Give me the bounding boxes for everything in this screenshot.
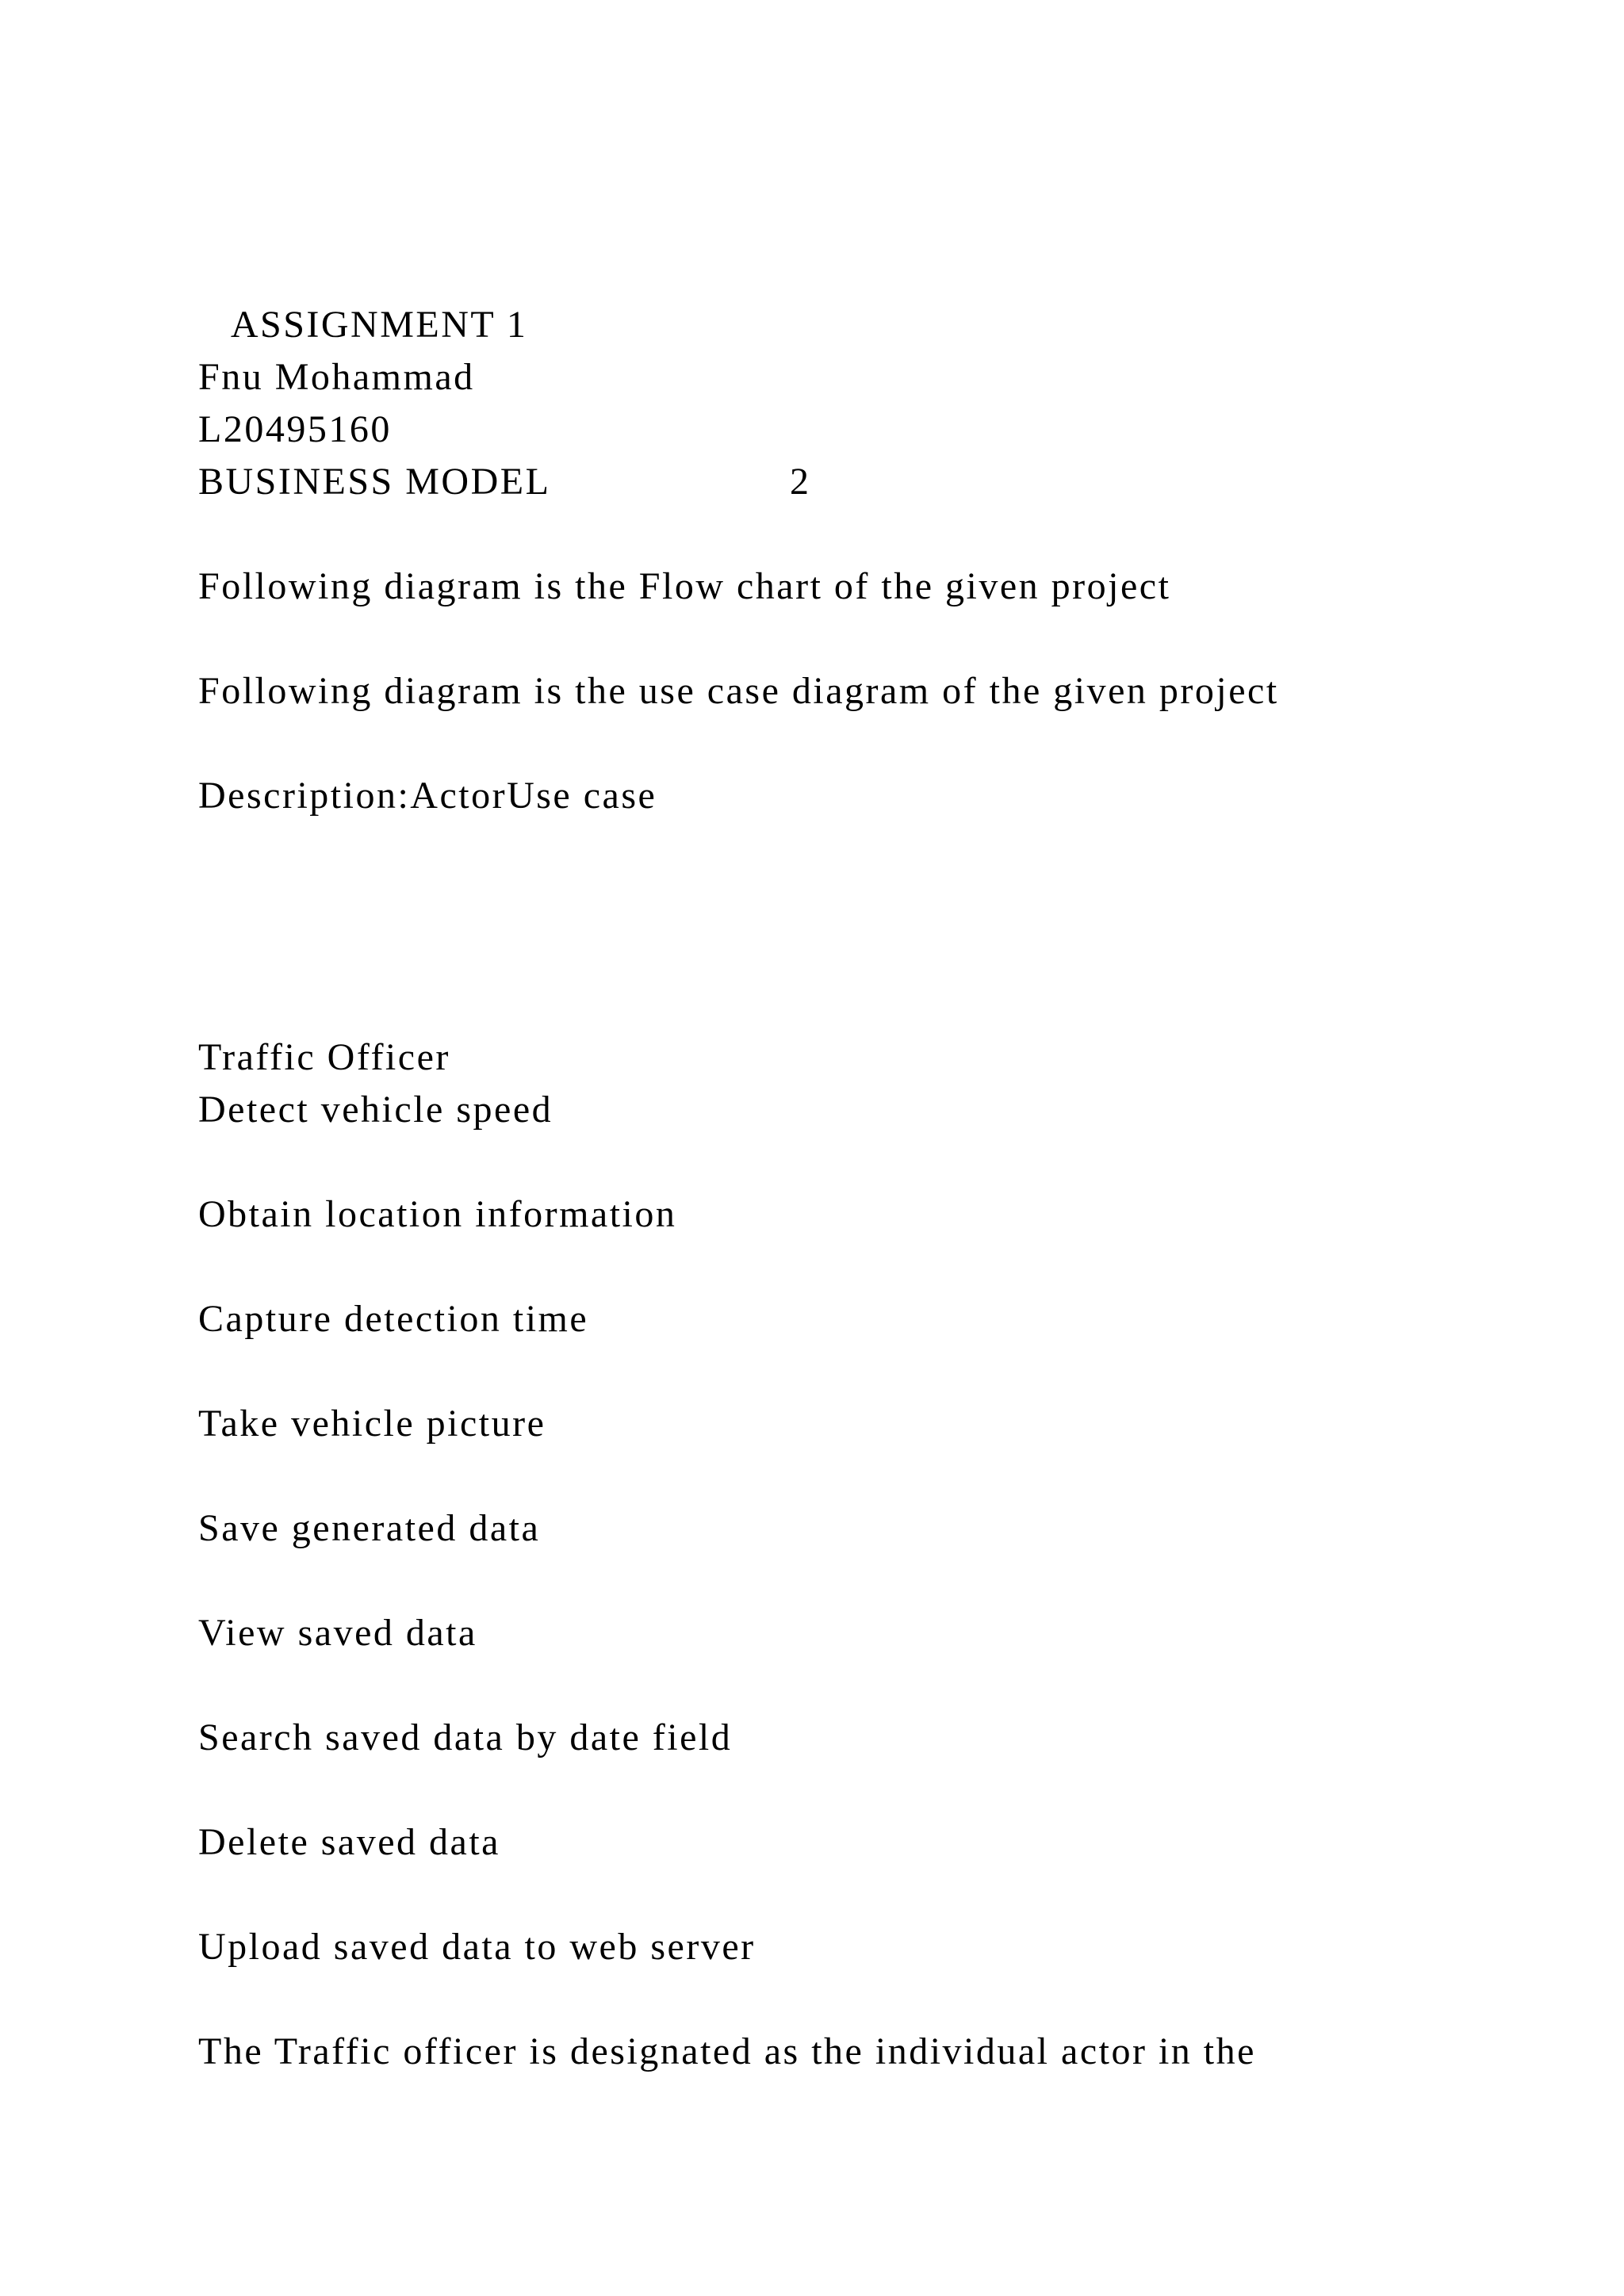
actor-name: Traffic Officer [198, 1036, 450, 1078]
table-header: Description:ActorUse case [198, 775, 657, 817]
page-number: 2 [790, 461, 809, 503]
closing-paragraph: The Traffic officer is designated as the individual actor in the [198, 2030, 1256, 2072]
use-case-item: Upload saved data to web server [198, 1926, 756, 1968]
use-case-item: Delete saved data [198, 1821, 500, 1863]
author-name: Fnu Mohammad [198, 356, 475, 398]
use-case-item: Save generated data [198, 1507, 541, 1549]
running-head: BUSINESS MODEL [198, 461, 551, 503]
use-case-item: Take vehicle picture [198, 1402, 546, 1445]
assignment-title: ASSIGNMENT 1 [198, 304, 528, 346]
flowchart-caption: Following diagram is the Flow chart of the given project [198, 565, 1171, 607]
use-case-item: View saved data [198, 1612, 477, 1654]
student-id: L20495160 [198, 408, 392, 450]
usecase-caption: Following diagram is the use case diagram of the given project [198, 670, 1279, 712]
use-case-item: Search saved data by date field [198, 1716, 733, 1758]
use-case-item: Obtain location information [198, 1193, 677, 1235]
use-case-item: Capture detection time [198, 1298, 589, 1340]
use-case-item: Detect vehicle speed [198, 1089, 553, 1131]
